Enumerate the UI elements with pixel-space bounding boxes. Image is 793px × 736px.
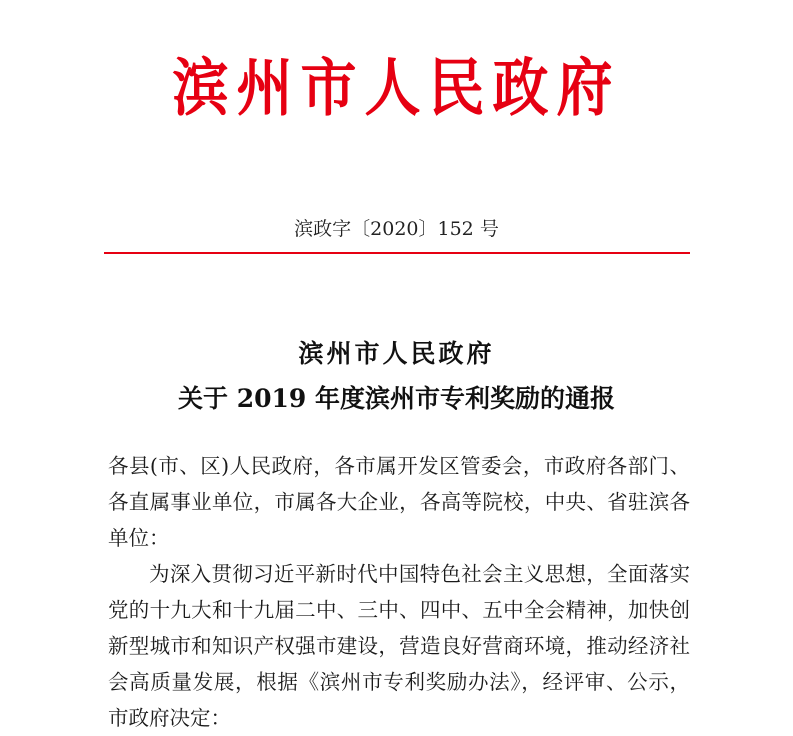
document-number: 滨政字〔2020〕152 号 — [294, 218, 499, 240]
document-title-line1: 滨州市人民政府 — [298, 339, 495, 368]
body-paragraph: 为深入贯彻习近平新时代中国特色社会主义思想，全面落实党的十九大和十九届二中、三中、四中、五中全会精神，加快创新型城市和知识产权强市建设，营造良好营商环境，推动经济社会高质量发展，根据《滨州市专利奖励办法》，经评审、公示，市政府决定： — [108, 562, 690, 730]
issuer-header: 滨州市人民政府 — [172, 51, 621, 125]
red-divider-line — [104, 252, 690, 254]
addressee-paragraph: 各县(市、区)人民政府，各市属开发区管委会，市政府各部门、各直属事业单位，市属各大企业，各高等院校，中央、省驻滨各单位： — [108, 454, 690, 550]
document-title-line2: 关于 2019 年度滨州市专利奖励的通报 — [178, 384, 615, 413]
document-body — [108, 448, 690, 736]
